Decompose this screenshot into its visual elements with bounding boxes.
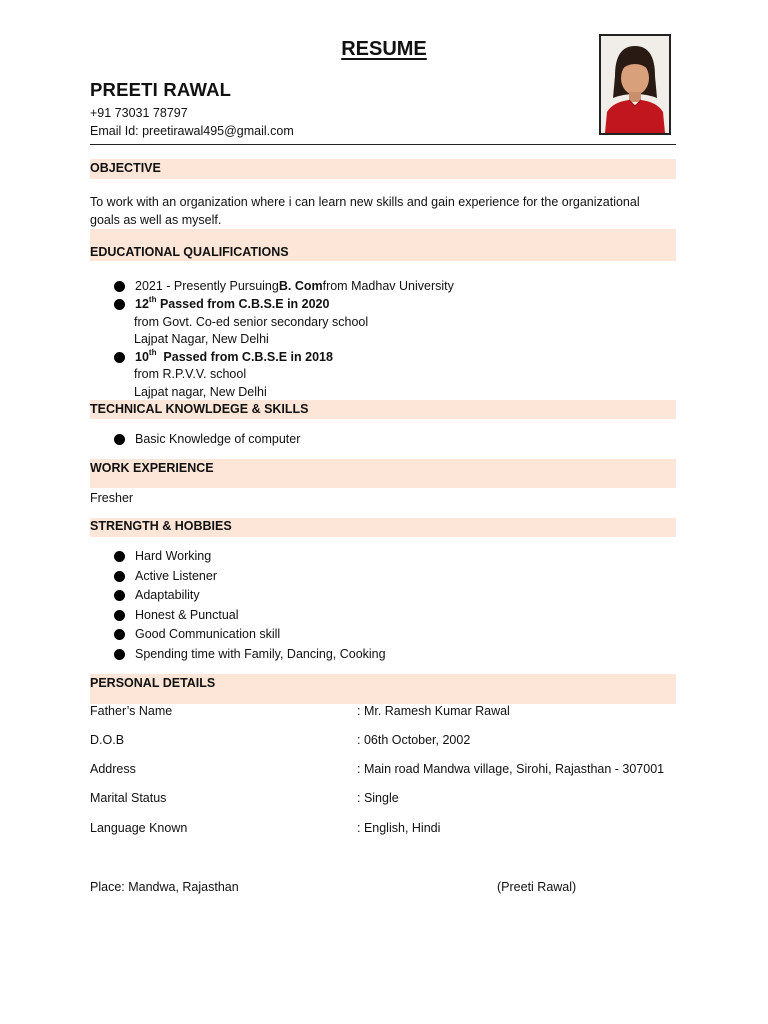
personal-label: Address (90, 762, 136, 776)
profile-photo (599, 34, 671, 135)
bullet-icon (114, 649, 125, 660)
education-item: 2021 - Presently Pursuing B. Com from Madhav University (114, 277, 454, 295)
bullet-icon (114, 299, 125, 310)
section-heading-education: EDUCATIONAL QUALIFICATIONS (90, 229, 676, 261)
skill-item: Basic Knowledge of computer (114, 430, 300, 448)
strength-item: Spending time with Family, Dancing, Cooking (114, 645, 386, 663)
personal-value: : English, Hindi (357, 821, 441, 835)
personal-label: Marital Status (90, 791, 167, 805)
education-detail: Lajpat Nagar, New Delhi (134, 332, 269, 346)
objective-line-1: To work with an organization where i can learn new skills and gain experience for the organizational (90, 195, 640, 209)
personal-label: Father’s Name (90, 704, 173, 718)
education-detail: from Govt. Co-ed senior secondary school (134, 315, 369, 329)
personal-label: Language Known (90, 821, 188, 835)
bullet-icon (114, 281, 125, 292)
section-heading-work: WORK EXPERIENCE (90, 459, 676, 488)
section-heading-objective: OBJECTIVE (90, 159, 676, 179)
strength-item: Good Communication skill (114, 625, 280, 643)
place: Place: Mandwa, Rajasthan (90, 880, 239, 894)
strength-item: Hard Working (114, 547, 211, 565)
personal-label: D.O.B (90, 733, 125, 747)
personal-value: : Mr. Ramesh Kumar Rawal (357, 704, 510, 718)
education-detail: Lajpat nagar, New Delhi (134, 385, 267, 399)
bullet-icon (114, 629, 125, 640)
resume-title: RESUME (341, 38, 427, 60)
education-detail: from R.P.V.V. school (134, 367, 247, 381)
header-divider (90, 144, 676, 145)
signature: (Preeti Rawal) (497, 880, 577, 894)
bullet-icon (114, 352, 125, 363)
strength-item: Honest & Punctual (114, 606, 239, 624)
email-address: Email Id: preetirawal495@gmail.com (90, 124, 294, 138)
bullet-icon (114, 610, 125, 621)
bullet-icon (114, 551, 125, 562)
bullet-icon (114, 590, 125, 601)
strength-item: Adaptability (114, 586, 200, 604)
personal-value: : 06th October, 2002 (357, 733, 471, 747)
section-heading-technical: TECHNICAL KNOWLDEGE & SKILLS (90, 400, 676, 419)
strength-item: Active Listener (114, 567, 217, 585)
objective-line-2: goals as well as myself. (90, 213, 222, 227)
work-experience-text: Fresher (90, 491, 134, 505)
education-item: 10th Passed from C.B.S.E in 2018 (114, 348, 333, 366)
section-heading-strengths: STRENGTH & HOBBIES (90, 518, 676, 537)
phone-number: +91 73031 78797 (90, 106, 188, 120)
bullet-icon (114, 571, 125, 582)
section-heading-personal: PERSONAL DETAILS (90, 674, 676, 704)
personal-value: : Single (357, 791, 399, 805)
personal-value: : Main road Mandwa village, Sirohi, Rajasthan - 307001 (357, 762, 665, 776)
candidate-name: PREETI RAWAL (90, 79, 232, 100)
education-item: 12th Passed from C.B.S.E in 2020 (114, 295, 329, 313)
bullet-icon (114, 434, 125, 445)
